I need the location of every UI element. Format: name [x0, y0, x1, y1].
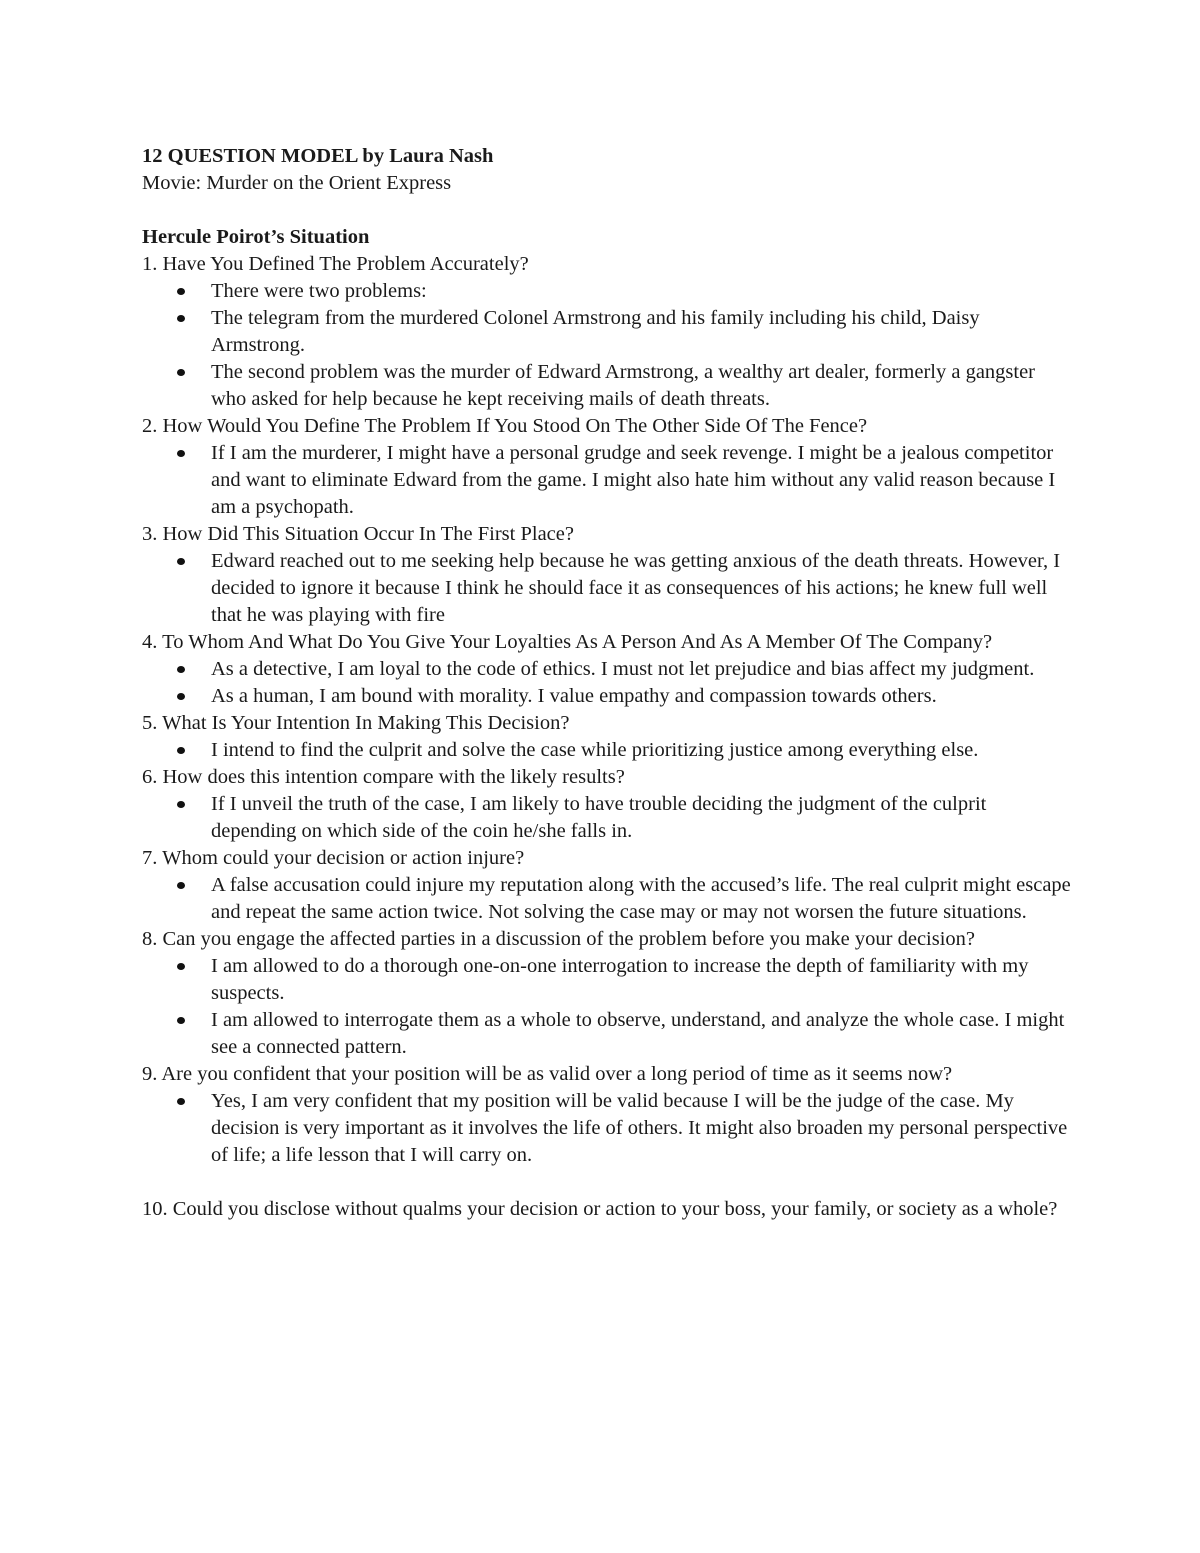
- answer-item: If I unveil the truth of the case, I am likely to have trouble deciding the judgment of the culprit depending on which side of the coin he/she falls in.: [211, 791, 1072, 845]
- answer-item: A false accusation could injure my reputation along with the accused’s life. The real culprit might escape and repeat the same action twice. Not solving the case may or may not worsen the future situations.: [211, 872, 1072, 926]
- question-4: 4. To Whom And What Do You Give Your Loyalties As A Person And As A Member Of The Company?: [142, 631, 993, 653]
- answer-item: I intend to find the culprit and solve the case while prioritizing justice among everything else.: [211, 737, 1072, 764]
- answer-list-9: [142, 1088, 1072, 1169]
- answer-item: As a detective, I am loyal to the code of ethics. I must not let prejudice and bias affect my judgment.: [211, 656, 1072, 683]
- question-3: 3. How Did This Situation Occur In The First Place?: [142, 523, 574, 545]
- answer-item: If I am the murderer, I might have a personal grudge and seek revenge. I might be a jealous competitor and want to eliminate Edward from the game. I might also hate him without any valid reason because I am a psychopath.: [211, 440, 1072, 521]
- spacer: [142, 1169, 1072, 1196]
- spacer: [142, 197, 1072, 224]
- answer-list-7: [142, 872, 1072, 926]
- answer-list-2: [142, 440, 1072, 521]
- question-2: 2. How Would You Define The Problem If You Stood On The Other Side Of The Fence?: [142, 415, 868, 437]
- answer-list-5: [142, 737, 1072, 764]
- section-title: Hercule Poirot’s Situation: [142, 226, 370, 248]
- answer-list-8: [142, 953, 1072, 1061]
- question-1: 1. Have You Defined The Problem Accurately?: [142, 253, 529, 275]
- document-title: 12 QUESTION MODEL by Laura Nash: [142, 145, 494, 167]
- question-7: 7. Whom could your decision or action injure?: [142, 847, 525, 869]
- answer-item: Yes, I am very confident that my position will be valid because I will be the judge of the case. My decision is very important as it involves the life of others. It might also broaden my personal perspective of life; a life lesson that I will carry on.: [211, 1088, 1072, 1169]
- document-page: [142, 143, 1072, 1223]
- question-6: 6. How does this intention compare with the likely results?: [142, 766, 625, 788]
- question-10: 10. Could you disclose without qualms your decision or action to your boss, your family, or society as a whole?: [142, 1198, 1058, 1220]
- answer-item: As a human, I am bound with morality. I value empathy and compassion towards others.: [211, 683, 1072, 710]
- answer-item: The second problem was the murder of Edward Armstrong, a wealthy art dealer, formerly a gangster who asked for help because he kept receiving mails of death threats.: [211, 359, 1072, 413]
- answer-list-4: [142, 656, 1072, 710]
- answer-item: I am allowed to interrogate them as a whole to observe, understand, and analyze the whole case. I might see a connected pattern.: [211, 1007, 1072, 1061]
- question-5: 5. What Is Your Intention In Making This Decision?: [142, 712, 570, 734]
- question-8: 8. Can you engage the affected parties in a discussion of the problem before you make your decision?: [142, 928, 976, 950]
- answer-item: I am allowed to do a thorough one-on-one interrogation to increase the depth of familiarity with my suspects.: [211, 953, 1072, 1007]
- answer-list-6: [142, 791, 1072, 845]
- answer-list-1: [142, 278, 1072, 413]
- answer-item: The telegram from the murdered Colonel Armstrong and his family including his child, Daisy Armstrong.: [211, 305, 1072, 359]
- answer-item: Edward reached out to me seeking help because he was getting anxious of the death threats. However, I decided to ignore it because I think he should face it as consequences of his actions; he knew full well that he was playing with fire: [211, 548, 1072, 629]
- movie-line: Movie: Murder on the Orient Express: [142, 172, 452, 194]
- question-9: 9. Are you confident that your position will be as valid over a long period of time as it seems now?: [142, 1063, 953, 1085]
- answer-item: There were two problems:: [211, 278, 1072, 305]
- answer-list-3: [142, 548, 1072, 629]
